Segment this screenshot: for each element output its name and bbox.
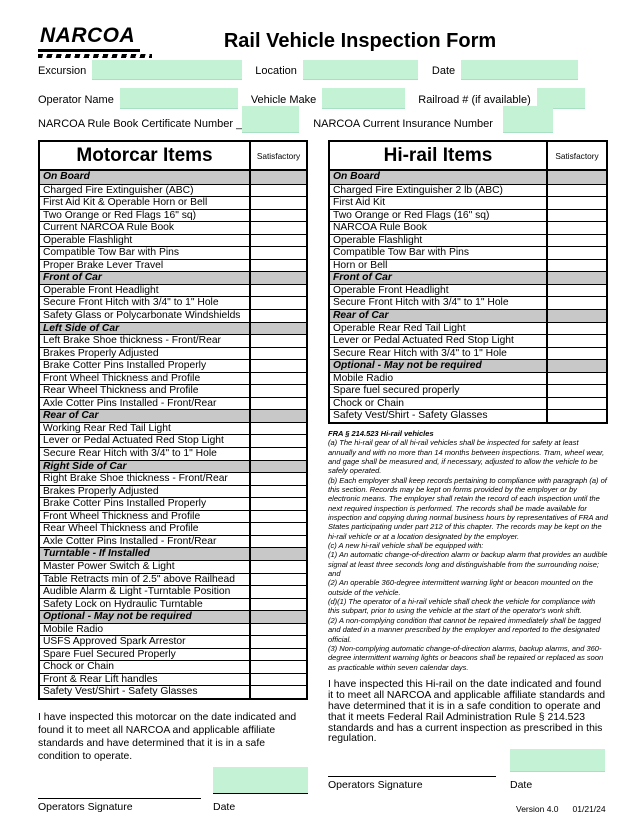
item-label: Audible Alarm & Light -Turntable Position: [40, 586, 251, 598]
satisfactory-cell[interactable]: [251, 222, 306, 234]
item-label: Safety Vest/Shirt - Safety Glasses: [330, 410, 548, 422]
checklist-row: [330, 359, 606, 372]
motorcar-signature-block: [38, 776, 201, 813]
motorcar-signature-line[interactable]: [38, 776, 201, 799]
item-label: USFS Approved Spark Arrestor: [40, 636, 251, 648]
satisfactory-cell[interactable]: [251, 661, 306, 673]
checklist-row: [40, 522, 306, 535]
checklist-row: [40, 422, 306, 435]
hirail-inspection-statement: I have inspected this Hi-rail on the date indicated and found it to meet all NARCOA and applicable affiliate standards and have determined that it is in a safe condition to operate and that it meets Federal Rail Administration Rule § 214.523 standards and has a current inspection as prescribed in this regulation.: [328, 678, 606, 745]
satisfactory-cell[interactable]: [251, 548, 306, 560]
satisfactory-cell[interactable]: [548, 185, 606, 197]
hirail-signature-row: [328, 749, 608, 791]
checklist-row: [330, 271, 606, 284]
satisfactory-cell[interactable]: [548, 210, 606, 222]
logo-railroad-ties-decoration: [38, 54, 152, 58]
checklist-row: [40, 623, 306, 636]
satisfactory-cell[interactable]: [251, 210, 306, 222]
item-label: Front & Rear Lift handles: [40, 674, 251, 686]
motorcar-table: [38, 140, 308, 700]
satisfactory-cell[interactable]: [548, 398, 606, 410]
narcoa-logo-text: NARCOA: [38, 24, 140, 52]
checklist-row: [330, 284, 606, 297]
date-label: Date: [431, 65, 456, 77]
item-label: Operable Flashlight: [330, 235, 548, 247]
checklist-row: [40, 196, 306, 209]
checklist-row: [330, 322, 606, 335]
checklist-row: [40, 322, 306, 335]
satisfactory-cell[interactable]: [251, 561, 306, 573]
item-label: Compatible Tow Bar with Pins: [330, 247, 548, 259]
item-label: Secure Rear Hitch with 3/4" to 1" Hole: [330, 348, 548, 360]
checklist-row: [330, 246, 606, 259]
checklist-row: [40, 447, 306, 460]
item-label: Front Wheel Thickness and Profile: [40, 511, 251, 523]
date-label: Date: [510, 779, 533, 792]
insurance-number-label: NARCOA Current Insurance Number: [313, 118, 493, 130]
fra-paragraph: (2) A non-complying condition that cannot be repaired immediately shall be tagged and dated in a manner prescribed by the employer and reported to the designated official.: [328, 615, 601, 644]
fra-paragraph: (b) Each employer shall keep records pertaining to compliance with paragraph (a) of this section. Records may be kept on forms provided by the employer or by electronic means. The employer shall retain the record of each inspection until the next required inspection is performed. The records shall be made available for inspection and copying during normal business hours by representatives of FRA and States participating under part 212 of this chapter. The records may be kept on the hi-rail vehicle or at a location designated by the employer.: [328, 475, 608, 541]
page-title: Rail Vehicle Inspection Form: [223, 30, 497, 52]
checklist-row: [40, 221, 306, 234]
checklist-row: [330, 209, 606, 222]
item-label: Brakes Properly Adjusted: [40, 486, 251, 498]
item-label: Left Side of Car: [40, 323, 251, 335]
hirail-signature-line[interactable]: [328, 754, 496, 777]
satisfactory-cell[interactable]: [251, 636, 306, 648]
item-label: Charged Fire Extinguisher (ABC): [40, 185, 251, 197]
satisfactory-cell[interactable]: [251, 461, 306, 473]
checklist-row: [40, 347, 306, 360]
checklist-row: [330, 171, 606, 184]
satisfactory-cell[interactable]: [251, 247, 306, 259]
satisfactory-cell[interactable]: [251, 272, 306, 284]
checklist-row: [330, 259, 606, 272]
checklist-row: [330, 221, 606, 234]
satisfactory-cell[interactable]: [251, 686, 306, 698]
satisfactory-cell[interactable]: [548, 385, 606, 397]
satisfactory-cell[interactable]: [251, 523, 306, 535]
satisfactory-cell[interactable]: [251, 323, 306, 335]
satisfactory-cell[interactable]: [251, 348, 306, 360]
checklist-row: [40, 209, 306, 222]
item-label: Rear of Car: [330, 310, 548, 322]
version-footer: [516, 804, 606, 814]
checklist-row: [40, 334, 306, 347]
satisfactory-cell[interactable]: [251, 335, 306, 347]
satisfactory-cell[interactable]: [548, 360, 606, 372]
checklist-row: [40, 585, 306, 598]
item-label: Proper Brake Lever Travel: [40, 260, 251, 272]
checklist-row: [40, 598, 306, 611]
date-label: Date: [213, 800, 236, 813]
item-label: Spare fuel secured properly: [330, 385, 548, 397]
checklist-row: [40, 384, 306, 397]
hirail-column: [328, 140, 608, 791]
operators-signature-label: Operators Signature: [38, 800, 133, 813]
item-label: Chock or Chain: [330, 398, 548, 410]
checklist-row: [40, 234, 306, 247]
item-label: Compatible Tow Bar with Pins: [40, 247, 251, 259]
checklist-row: [40, 535, 306, 548]
checklist-row: [40, 547, 306, 560]
satisfactory-cell[interactable]: [548, 197, 606, 209]
item-label: Brake Cotter Pins Installed Properly: [40, 360, 251, 372]
item-label: First Aid Kit & Operable Horn or Bell: [40, 197, 251, 209]
satisfactory-cell[interactable]: [251, 410, 306, 422]
hirail-date-block: [510, 749, 605, 791]
motorcar-inspection-statement: I have inspected this motorcar on the date indicated and found it to meet all NARCOA and applicable affiliate standards and have determined that it is in a safe condition to operate.: [38, 711, 297, 762]
satisfactory-cell[interactable]: [251, 385, 306, 397]
checklist-row: [330, 309, 606, 322]
satisfactory-cell[interactable]: [548, 348, 606, 360]
item-label: Turntable - If Installed: [40, 548, 251, 560]
satisfactory-cell[interactable]: [251, 574, 306, 586]
item-label: Lever or Pedal Actuated Red Stop Light: [40, 435, 251, 447]
satisfactory-cell[interactable]: [548, 410, 606, 422]
item-label: Current NARCOA Rule Book: [40, 222, 251, 234]
satisfactory-cell[interactable]: [251, 486, 306, 498]
location-input[interactable]: [303, 60, 418, 80]
checklist-row: [330, 184, 606, 197]
satisfactory-cell[interactable]: [548, 247, 606, 259]
item-label: Operable Rear Red Tail Light: [330, 323, 548, 335]
item-label: Mobile Radio: [330, 373, 548, 385]
satisfactory-cell[interactable]: [251, 649, 306, 661]
item-label: Front of Car: [40, 272, 251, 284]
item-label: Working Rear Red Tail Light: [40, 423, 251, 435]
satisfactory-cell[interactable]: [548, 222, 606, 234]
item-label: Safety Vest/Shirt - Safety Glasses: [40, 686, 251, 698]
satisfactory-cell[interactable]: [251, 197, 306, 209]
checklist-row: [40, 485, 306, 498]
checklist-row: [330, 234, 606, 247]
satisfactory-cell[interactable]: [251, 435, 306, 447]
operator-name-label: Operator Name: [38, 94, 114, 106]
satisfactory-cell[interactable]: [251, 360, 306, 372]
satisfactory-cell[interactable]: [251, 674, 306, 686]
item-label: Secure Rear Hitch with 3/4" to 1" Hole: [40, 448, 251, 460]
satisfactory-cell[interactable]: [548, 310, 606, 322]
fra-paragraph: (3) Non-complying automatic change-of-direction alarms, backup alarms, and 360-degree intermittent warning lights or beacons shall be repaired or replaced as soon as practicable within seven calendar days.: [328, 643, 604, 672]
fra-paragraph: (c) A new hi-rail vehicle shall be equipped with:: [328, 541, 484, 551]
motorcar-date-input[interactable]: [213, 767, 308, 794]
satisfactory-cell[interactable]: [548, 335, 606, 347]
satisfactory-cell[interactable]: [251, 285, 306, 297]
item-label: Left Brake Shoe thickness - Front/Rear: [40, 335, 251, 347]
item-label: Brakes Properly Adjusted: [40, 348, 251, 360]
checklist-row: [40, 497, 306, 510]
version-label: Version 4.0: [516, 804, 559, 814]
item-label: Right Brake Shoe thickness - Front/Rear: [40, 473, 251, 485]
item-label: Right Side of Car: [40, 461, 251, 473]
item-label: Axle Cotter Pins Installed - Front/Rear: [40, 398, 251, 410]
checklist-row: [40, 673, 306, 686]
satisfactory-cell[interactable]: [251, 235, 306, 247]
satisfactory-cell[interactable]: [548, 285, 606, 297]
item-label: Safety Glass or Polycarbonate Windshields: [40, 310, 251, 322]
item-label: Secure Front Hitch with 3/4" to 1" Hole: [40, 297, 251, 309]
checklist-row: [40, 271, 306, 284]
hirail-satisfactory-header: Satisfactory: [555, 150, 599, 161]
checklist-row: [40, 372, 306, 385]
date-input[interactable]: [461, 60, 578, 80]
satisfactory-cell[interactable]: [548, 297, 606, 309]
item-label: Chock or Chain: [40, 661, 251, 673]
item-label: Table Retracts min of 2.5" above Railhead: [40, 574, 251, 586]
satisfactory-cell[interactable]: [251, 310, 306, 322]
satisfactory-cell[interactable]: [548, 373, 606, 385]
item-label: Operable Front Headlight: [330, 285, 548, 297]
checklist-row: [40, 284, 306, 297]
item-label: NARCOA Rule Book: [330, 222, 548, 234]
checklist-row: [40, 460, 306, 473]
satisfactory-cell[interactable]: [251, 171, 306, 184]
fra-heading: FRA § 214.523 Hi-rail vehicles: [328, 428, 434, 438]
checklist-row: [40, 610, 306, 623]
item-label: Secure Front Hitch with 3/4" to 1" Hole: [330, 297, 548, 309]
rule-book-certificate-input[interactable]: [242, 106, 299, 133]
checklist-row: [40, 510, 306, 523]
hirail-signature-block: [328, 754, 496, 791]
checklist-row: [40, 685, 306, 698]
motorcar-signature-row: [38, 767, 308, 813]
satisfactory-cell[interactable]: [251, 599, 306, 611]
satisfactory-cell[interactable]: [251, 373, 306, 385]
excursion-label: Excursion: [38, 65, 87, 77]
item-label: Operable Front Headlight: [40, 285, 251, 297]
checklist-row: [40, 560, 306, 573]
satisfactory-cell[interactable]: [251, 511, 306, 523]
item-label: Horn or Bell: [330, 260, 548, 272]
item-label: Lever or Pedal Actuated Red Stop Light: [330, 335, 548, 347]
item-label: Spare Fuel Secured Properly: [40, 649, 251, 661]
hirail-date-input[interactable]: [510, 749, 605, 772]
item-label: On Board: [40, 171, 251, 184]
satisfactory-cell[interactable]: [251, 398, 306, 410]
checklist-row: [40, 246, 306, 259]
checklist-row: [40, 259, 306, 272]
checklist-row: [40, 635, 306, 648]
satisfactory-cell[interactable]: [251, 423, 306, 435]
satisfactory-cell[interactable]: [251, 448, 306, 460]
vehicle-make-label: Vehicle Make: [250, 94, 317, 106]
checklist-row: [330, 409, 606, 422]
hirail-table-title: Hi-rail Items: [330, 142, 548, 169]
item-label: Front Wheel Thickness and Profile: [40, 373, 251, 385]
satisfactory-cell[interactable]: [251, 498, 306, 510]
satisfactory-cell[interactable]: [251, 536, 306, 548]
checklist-row: [330, 372, 606, 385]
satisfactory-cell[interactable]: [548, 171, 606, 184]
excursion-input[interactable]: [92, 60, 242, 80]
rule-book-certificate-label: NARCOA Rule Book Certificate Number _: [38, 118, 243, 130]
item-label: Brake Cotter Pins Installed Properly: [40, 498, 251, 510]
checklist-row: [330, 397, 606, 410]
item-label: Two Orange or Red Flags (16" sq): [330, 210, 548, 222]
fra-regulation-text: [328, 429, 608, 672]
checklist-row: [40, 472, 306, 485]
satisfactory-cell[interactable]: [251, 260, 306, 272]
hirail-table-header: [330, 142, 606, 171]
checklist-row: [40, 296, 306, 309]
hirail-table: [328, 140, 608, 424]
fra-paragraph: (2) An operable 360-degree intermittent warning light or beacon mounted on the outside of the vehicle.: [328, 578, 593, 597]
item-label: Two Orange or Red Flags 16" sq): [40, 210, 251, 222]
satisfactory-cell[interactable]: [548, 323, 606, 335]
checklist-row: [40, 409, 306, 422]
checklist-row: [40, 660, 306, 673]
fra-paragraph: (a) The hi-rail gear of all hi-rail vehicles shall be inspected for safety at least annually and with no more than 14 months between inspections. Tram, wheel wear, and gage shall be measured and, if necessary, adjusted to allow the vehicle to be safely operated.: [328, 438, 605, 476]
motorcar-satisfactory-header: Satisfactory: [256, 150, 301, 161]
version-date: 01/21/24: [572, 804, 606, 814]
item-label: Front of Car: [330, 272, 548, 284]
item-label: On Board: [330, 171, 548, 184]
item-label: Optional - May not be required: [330, 360, 548, 372]
item-label: Safety Lock on Hydraulic Turntable: [40, 599, 251, 611]
location-label: Location: [255, 65, 297, 77]
satisfactory-cell[interactable]: [251, 473, 306, 485]
satisfactory-cell[interactable]: [548, 260, 606, 272]
item-label: Rear Wheel Thickness and Profile: [40, 385, 251, 397]
operators-signature-label: Operators Signature: [328, 779, 423, 792]
field-row-3: [38, 106, 610, 133]
item-label: First Aid Kit: [330, 197, 548, 209]
item-label: Rear of Car: [40, 410, 251, 422]
checklist-row: [40, 648, 306, 661]
checklist-row: [40, 359, 306, 372]
item-label: Charged Fire Extinguisher 2 lb (ABC): [330, 185, 548, 197]
satisfactory-cell[interactable]: [548, 235, 606, 247]
satisfactory-cell[interactable]: [251, 586, 306, 598]
checklist-row: [330, 296, 606, 309]
railroad-number-label: Railroad # (if available): [418, 94, 531, 106]
item-label: Mobile Radio: [40, 624, 251, 636]
checklist-row: [330, 384, 606, 397]
fra-paragraph: (1) An automatic change-of-direction alarm or backup alarm that provides an audible signal at least three seconds long and distinguishable from the surrounding noise; and: [328, 550, 608, 579]
motorcar-column: [38, 140, 308, 813]
insurance-number-input[interactable]: [503, 106, 553, 133]
motorcar-date-block: [213, 767, 308, 813]
satisfactory-cell[interactable]: [251, 624, 306, 636]
satisfactory-cell[interactable]: [251, 297, 306, 309]
item-label: Master Power Switch & Light: [40, 561, 251, 573]
item-label: Operable Flashlight: [40, 235, 251, 247]
motorcar-table-title: Motorcar Items: [40, 142, 251, 169]
item-label: Optional - May not be required: [40, 611, 251, 623]
satisfactory-cell[interactable]: [548, 272, 606, 284]
checklist-row: [40, 573, 306, 586]
fra-paragraph: (d)(1) The operator of a hi-rail vehicle shall check the vehicle for compliance with this subpart, prior to using the vehicle at the start of the operator's work shift.: [328, 597, 596, 616]
checklist-row: [40, 309, 306, 322]
checklist-row: [40, 184, 306, 197]
field-row-1: [38, 60, 610, 80]
satisfactory-cell[interactable]: [251, 185, 306, 197]
item-label: Rear Wheel Thickness and Profile: [40, 523, 251, 535]
checklist-row: [40, 171, 306, 184]
checklist-row: [330, 196, 606, 209]
checklist-row: [40, 434, 306, 447]
checklist-row: [330, 334, 606, 347]
motorcar-table-header: [40, 142, 306, 171]
checklist-row: [40, 397, 306, 410]
satisfactory-cell[interactable]: [251, 611, 306, 623]
checklist-row: [330, 347, 606, 360]
item-label: Axle Cotter Pins Installed - Front/Rear: [40, 536, 251, 548]
